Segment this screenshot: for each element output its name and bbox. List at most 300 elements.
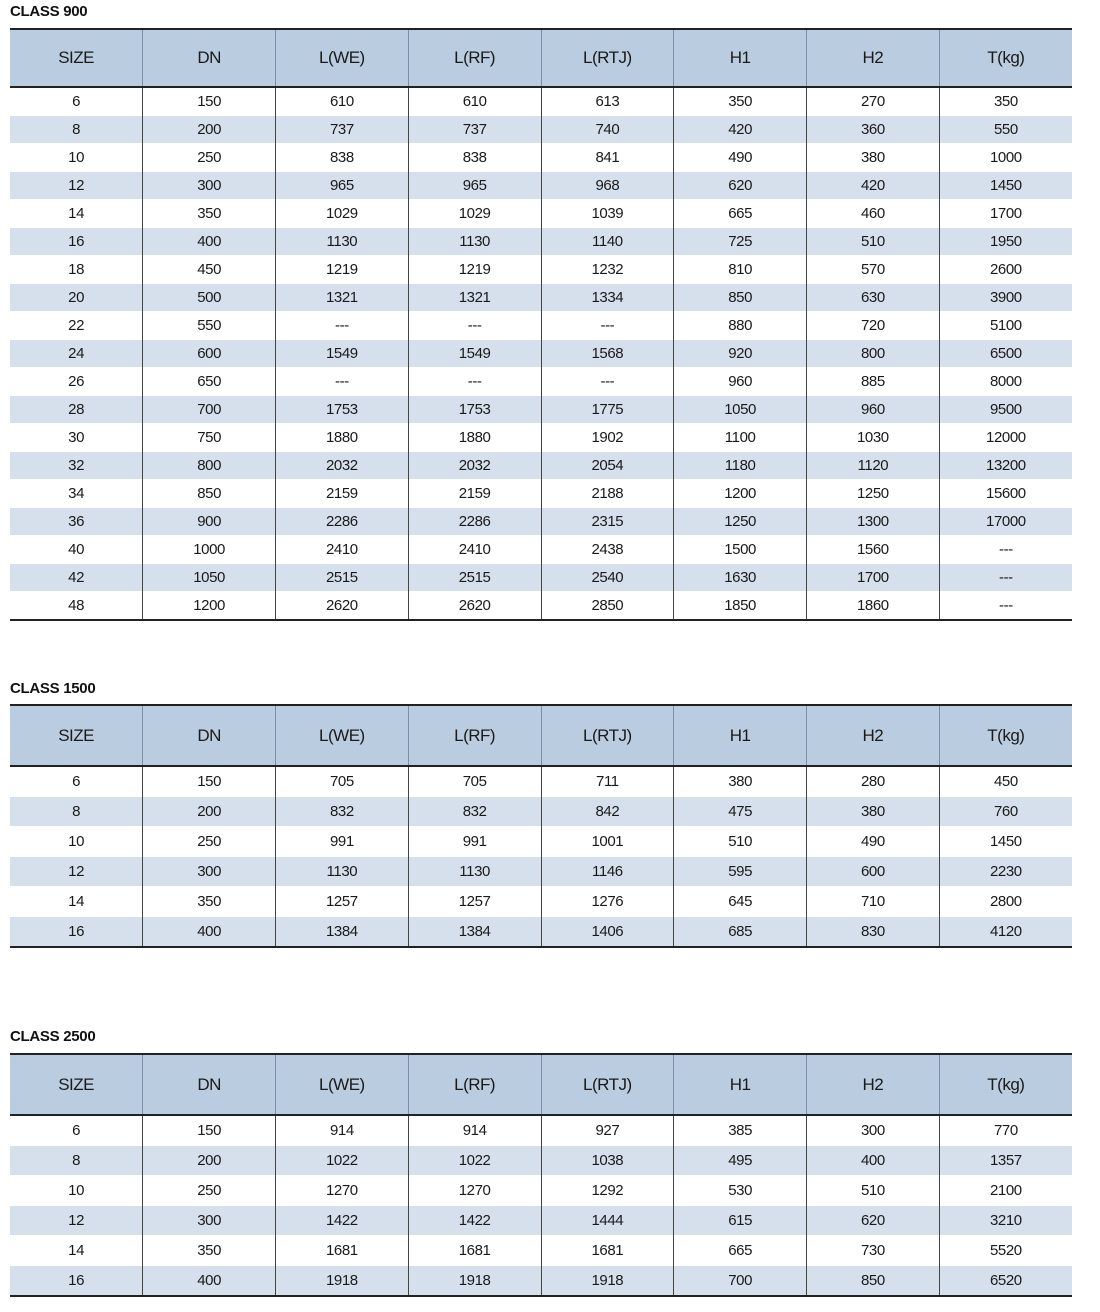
table-cell: 1681 bbox=[276, 1236, 409, 1266]
table-cell: 12 bbox=[68, 177, 85, 194]
table-cell: 760 bbox=[939, 797, 1072, 827]
table-cell: 1257 bbox=[276, 887, 409, 917]
table-cell: --- bbox=[939, 564, 1072, 592]
table-cell: 420 bbox=[674, 116, 807, 144]
table-cell: 420 bbox=[807, 172, 940, 200]
table-cell: 885 bbox=[807, 368, 940, 396]
table-cell: 1775 bbox=[541, 396, 674, 424]
table-cell: 1200 bbox=[143, 592, 276, 621]
table-row bbox=[10, 592, 1072, 621]
table-cell: 16 bbox=[68, 923, 85, 940]
table-cell: 14 bbox=[68, 1242, 85, 1259]
table-row bbox=[10, 368, 1072, 396]
class-2500-section bbox=[10, 1027, 1072, 1297]
column-header: SIZE bbox=[58, 48, 95, 67]
table-cell: 685 bbox=[674, 917, 807, 948]
table-cell: 914 bbox=[276, 1115, 409, 1146]
table-cell: 22 bbox=[68, 317, 85, 334]
table-row bbox=[10, 857, 1072, 887]
table-cell: 14 bbox=[68, 893, 85, 910]
table-cell: 610 bbox=[408, 87, 541, 116]
table-cell: 2850 bbox=[541, 592, 674, 621]
column-header: H2 bbox=[807, 705, 940, 766]
table-cell: 200 bbox=[143, 797, 276, 827]
table-cell: 490 bbox=[807, 827, 940, 857]
table-cell: 770 bbox=[939, 1115, 1072, 1146]
table-cell: 495 bbox=[674, 1146, 807, 1176]
table-cell: 600 bbox=[143, 340, 276, 368]
class-2500-table bbox=[10, 1053, 1072, 1297]
table-cell: 1422 bbox=[408, 1206, 541, 1236]
table-cell: 1146 bbox=[541, 857, 674, 887]
table-cell: 300 bbox=[143, 172, 276, 200]
table-cell: 385 bbox=[674, 1115, 807, 1146]
table-cell: 1549 bbox=[276, 340, 409, 368]
column-header: T(kg) bbox=[939, 29, 1072, 87]
column-header: SIZE bbox=[58, 725, 95, 745]
table-cell: 710 bbox=[807, 887, 940, 917]
table-cell: 2600 bbox=[939, 256, 1072, 284]
table-cell: 2438 bbox=[541, 536, 674, 564]
table-cell: 2540 bbox=[541, 564, 674, 592]
table-cell: 842 bbox=[541, 797, 674, 827]
table-cell: 700 bbox=[674, 1266, 807, 1297]
table-cell: 2100 bbox=[939, 1176, 1072, 1206]
table-cell: 800 bbox=[807, 340, 940, 368]
table-cell: 450 bbox=[143, 256, 276, 284]
table-cell: 600 bbox=[807, 857, 940, 887]
table-cell: 400 bbox=[143, 1266, 276, 1297]
table-cell: 613 bbox=[541, 87, 674, 116]
column-header: DN bbox=[143, 705, 276, 766]
table-cell: 550 bbox=[143, 312, 276, 340]
table-cell: 250 bbox=[143, 1176, 276, 1206]
table-cell: 24 bbox=[68, 345, 85, 362]
table-cell: 730 bbox=[807, 1236, 940, 1266]
table-row bbox=[10, 1115, 1072, 1146]
table-cell: 1630 bbox=[674, 564, 807, 592]
table-cell: 2230 bbox=[939, 857, 1072, 887]
table-cell: 1321 bbox=[276, 284, 409, 312]
table-cell: 1050 bbox=[674, 396, 807, 424]
table-cell: 8 bbox=[72, 1152, 81, 1169]
table-cell: 1000 bbox=[939, 144, 1072, 172]
table-cell: 750 bbox=[143, 424, 276, 452]
table-row bbox=[10, 827, 1072, 857]
table-cell: 17000 bbox=[939, 508, 1072, 536]
table-cell: 665 bbox=[674, 1236, 807, 1266]
table-cell: 4120 bbox=[939, 917, 1072, 948]
table-cell: 1880 bbox=[408, 424, 541, 452]
table-row bbox=[10, 452, 1072, 480]
table-cell: 737 bbox=[408, 116, 541, 144]
table-cell: 2188 bbox=[541, 480, 674, 508]
table-cell: 832 bbox=[408, 797, 541, 827]
table-cell: 350 bbox=[939, 87, 1072, 116]
table-cell: 475 bbox=[674, 797, 807, 827]
table-cell: 8 bbox=[72, 121, 81, 138]
table-cell: 450 bbox=[939, 766, 1072, 797]
table-cell: 16 bbox=[68, 1272, 85, 1289]
table-cell: 1422 bbox=[276, 1206, 409, 1236]
table-cell: 1560 bbox=[807, 536, 940, 564]
table-cell: 1918 bbox=[541, 1266, 674, 1297]
table-cell: 2054 bbox=[541, 452, 674, 480]
table-cell: 650 bbox=[143, 368, 276, 396]
class-900-title: CLASS 900 bbox=[10, 3, 88, 20]
table-cell: 380 bbox=[674, 766, 807, 797]
table-row bbox=[10, 1176, 1072, 1206]
table-cell: 1219 bbox=[276, 256, 409, 284]
table-row bbox=[10, 1146, 1072, 1176]
table-cell: 1000 bbox=[143, 536, 276, 564]
table-row bbox=[10, 340, 1072, 368]
table-cell: 5520 bbox=[939, 1236, 1072, 1266]
table-cell: 12 bbox=[68, 863, 85, 880]
table-cell: 270 bbox=[807, 87, 940, 116]
table-cell: 2159 bbox=[408, 480, 541, 508]
table-cell: 9500 bbox=[939, 396, 1072, 424]
table-cell: 1029 bbox=[276, 200, 409, 228]
table-cell: 1270 bbox=[408, 1176, 541, 1206]
table-cell: 380 bbox=[807, 797, 940, 827]
table-cell: 2410 bbox=[408, 536, 541, 564]
table-cell: 645 bbox=[674, 887, 807, 917]
table-cell: 2032 bbox=[276, 452, 409, 480]
table-cell: 150 bbox=[143, 1115, 276, 1146]
table-cell: 705 bbox=[408, 766, 541, 797]
table-cell: 40 bbox=[68, 541, 85, 558]
table-cell: 1918 bbox=[276, 1266, 409, 1297]
column-header: L(RF) bbox=[408, 1054, 541, 1115]
table-cell: 1232 bbox=[541, 256, 674, 284]
table-cell: 570 bbox=[807, 256, 940, 284]
table-cell: 8 bbox=[72, 803, 81, 820]
table-cell: 1918 bbox=[408, 1266, 541, 1297]
table-cell: 6 bbox=[72, 1122, 81, 1139]
table-cell: 1500 bbox=[674, 536, 807, 564]
table-cell: 510 bbox=[674, 827, 807, 857]
table-cell: 2515 bbox=[408, 564, 541, 592]
table-cell: 880 bbox=[674, 312, 807, 340]
table-cell: 10 bbox=[68, 833, 85, 850]
table-cell: 800 bbox=[143, 452, 276, 480]
table-row bbox=[10, 144, 1072, 172]
table-row bbox=[10, 396, 1072, 424]
table-cell: 30 bbox=[68, 429, 85, 446]
table-row bbox=[10, 564, 1072, 592]
column-header: H1 bbox=[674, 29, 807, 87]
table-row bbox=[10, 312, 1072, 340]
table-cell: 10 bbox=[68, 1182, 85, 1199]
table-cell: 380 bbox=[807, 144, 940, 172]
table-cell: 711 bbox=[541, 766, 674, 797]
table-row bbox=[10, 536, 1072, 564]
table-row bbox=[10, 1206, 1072, 1236]
table-cell: 350 bbox=[143, 887, 276, 917]
table-cell: 615 bbox=[674, 1206, 807, 1236]
table-cell: 1257 bbox=[408, 887, 541, 917]
table-cell: 620 bbox=[674, 172, 807, 200]
table-cell: 350 bbox=[143, 1236, 276, 1266]
header-row bbox=[10, 29, 1072, 87]
table-cell: 2159 bbox=[276, 480, 409, 508]
table-cell: 2410 bbox=[276, 536, 409, 564]
table-cell: 610 bbox=[276, 87, 409, 116]
table-cell: 920 bbox=[674, 340, 807, 368]
table-cell: 1444 bbox=[541, 1206, 674, 1236]
table-row bbox=[10, 480, 1072, 508]
table-cell: 1001 bbox=[541, 827, 674, 857]
table-row bbox=[10, 887, 1072, 917]
table-cell: 2286 bbox=[276, 508, 409, 536]
table-cell: 1120 bbox=[807, 452, 940, 480]
table-cell: --- bbox=[939, 592, 1072, 621]
table-cell: 10 bbox=[68, 149, 85, 166]
table-cell: 900 bbox=[143, 508, 276, 536]
table-cell: --- bbox=[408, 312, 541, 340]
table-cell: 18 bbox=[68, 261, 85, 278]
table-cell: 705 bbox=[276, 766, 409, 797]
table-cell: 20 bbox=[68, 289, 85, 306]
table-cell: --- bbox=[541, 368, 674, 396]
table-row bbox=[10, 1266, 1072, 1297]
table-cell: 927 bbox=[541, 1115, 674, 1146]
table-cell: 1950 bbox=[939, 228, 1072, 256]
table-cell: 1406 bbox=[541, 917, 674, 948]
table-cell: 1384 bbox=[276, 917, 409, 948]
table-cell: 550 bbox=[939, 116, 1072, 144]
table-cell: 26 bbox=[68, 373, 85, 390]
table-cell: 48 bbox=[68, 597, 85, 614]
table-cell: 2800 bbox=[939, 887, 1072, 917]
table-cell: 1130 bbox=[408, 857, 541, 887]
table-cell: 1568 bbox=[541, 340, 674, 368]
table-cell: 3900 bbox=[939, 284, 1072, 312]
table-cell: 1130 bbox=[276, 857, 409, 887]
table-cell: 850 bbox=[674, 284, 807, 312]
class-900-table bbox=[10, 28, 1072, 621]
table-cell: 850 bbox=[143, 480, 276, 508]
table-cell: 16 bbox=[68, 233, 85, 250]
table-cell: 1180 bbox=[674, 452, 807, 480]
table-cell: 510 bbox=[807, 228, 940, 256]
table-cell: 832 bbox=[276, 797, 409, 827]
column-header: L(RTJ) bbox=[541, 29, 674, 87]
table-cell: 620 bbox=[807, 1206, 940, 1236]
table-cell: 280 bbox=[807, 766, 940, 797]
table-cell: 991 bbox=[276, 827, 409, 857]
table-cell: 968 bbox=[541, 172, 674, 200]
table-cell: 250 bbox=[143, 827, 276, 857]
table-cell: 15600 bbox=[939, 480, 1072, 508]
column-header: L(RF) bbox=[408, 705, 541, 766]
table-cell: 200 bbox=[143, 116, 276, 144]
table-cell: 350 bbox=[143, 200, 276, 228]
table-cell: 400 bbox=[143, 228, 276, 256]
table-row bbox=[10, 200, 1072, 228]
table-cell: 400 bbox=[143, 917, 276, 948]
table-cell: 12000 bbox=[939, 424, 1072, 452]
table-cell: 914 bbox=[408, 1115, 541, 1146]
table-row bbox=[10, 917, 1072, 948]
table-cell: 737 bbox=[276, 116, 409, 144]
table-cell: 490 bbox=[674, 144, 807, 172]
column-header: L(WE) bbox=[276, 705, 409, 766]
table-cell: 1357 bbox=[939, 1146, 1072, 1176]
table-cell: 14 bbox=[68, 205, 85, 222]
table-cell: 6 bbox=[72, 93, 81, 110]
table-cell: 6500 bbox=[939, 340, 1072, 368]
column-header: L(RF) bbox=[408, 29, 541, 87]
column-header: H1 bbox=[674, 705, 807, 766]
column-header: H2 bbox=[807, 1054, 940, 1115]
table-cell: 838 bbox=[276, 144, 409, 172]
table-cell: 965 bbox=[276, 172, 409, 200]
table-cell: 1681 bbox=[408, 1236, 541, 1266]
table-cell: 460 bbox=[807, 200, 940, 228]
table-cell: 300 bbox=[807, 1115, 940, 1146]
table-cell: 830 bbox=[807, 917, 940, 948]
table-cell: 1276 bbox=[541, 887, 674, 917]
table-cell: 1250 bbox=[674, 508, 807, 536]
column-header: H2 bbox=[807, 29, 940, 87]
table-row bbox=[10, 116, 1072, 144]
table-cell: 1334 bbox=[541, 284, 674, 312]
table-cell: 8000 bbox=[939, 368, 1072, 396]
table-cell: 12 bbox=[68, 1212, 85, 1229]
table-cell: 1681 bbox=[541, 1236, 674, 1266]
table-cell: 1902 bbox=[541, 424, 674, 452]
table-cell: 150 bbox=[143, 766, 276, 797]
table-cell: 1860 bbox=[807, 592, 940, 621]
class-900-section bbox=[10, 2, 1072, 621]
table-cell: 1700 bbox=[939, 200, 1072, 228]
table-cell: 1270 bbox=[276, 1176, 409, 1206]
table-cell: 2620 bbox=[276, 592, 409, 621]
table-row bbox=[10, 172, 1072, 200]
table-cell: 740 bbox=[541, 116, 674, 144]
table-cell: 3210 bbox=[939, 1206, 1072, 1236]
table-cell: 34 bbox=[68, 485, 85, 502]
table-cell: 300 bbox=[143, 857, 276, 887]
table-cell: 1022 bbox=[276, 1146, 409, 1176]
table-cell: 150 bbox=[143, 87, 276, 116]
table-cell: 991 bbox=[408, 827, 541, 857]
column-header: T(kg) bbox=[939, 1054, 1072, 1115]
table-cell: 1140 bbox=[541, 228, 674, 256]
column-header: DN bbox=[143, 29, 276, 87]
table-cell: 665 bbox=[674, 200, 807, 228]
table-cell: 42 bbox=[68, 569, 85, 586]
table-cell: 725 bbox=[674, 228, 807, 256]
table-cell: 1130 bbox=[408, 228, 541, 256]
table-cell: 1700 bbox=[807, 564, 940, 592]
table-row bbox=[10, 256, 1072, 284]
header-row bbox=[10, 705, 1072, 766]
table-cell: 1219 bbox=[408, 256, 541, 284]
table-cell: 350 bbox=[674, 87, 807, 116]
table-cell: 1753 bbox=[276, 396, 409, 424]
table-row bbox=[10, 284, 1072, 312]
table-cell: 850 bbox=[807, 1266, 940, 1297]
table-cell: 1029 bbox=[408, 200, 541, 228]
column-header: L(WE) bbox=[276, 29, 409, 87]
table-cell: --- bbox=[408, 368, 541, 396]
column-header: SIZE bbox=[58, 1074, 95, 1094]
table-cell: --- bbox=[541, 312, 674, 340]
table-cell: 1050 bbox=[143, 564, 276, 592]
class-1500-title: CLASS 1500 bbox=[10, 680, 96, 697]
column-header: L(WE) bbox=[276, 1054, 409, 1115]
table-cell: 1030 bbox=[807, 424, 940, 452]
table-cell: 960 bbox=[674, 368, 807, 396]
column-header: T(kg) bbox=[939, 705, 1072, 766]
table-cell: --- bbox=[276, 368, 409, 396]
table-cell: 965 bbox=[408, 172, 541, 200]
table-cell: 630 bbox=[807, 284, 940, 312]
column-header: L(RTJ) bbox=[541, 1054, 674, 1115]
table-cell: --- bbox=[939, 536, 1072, 564]
table-cell: 2032 bbox=[408, 452, 541, 480]
table-cell: 1038 bbox=[541, 1146, 674, 1176]
table-cell: 28 bbox=[68, 401, 85, 418]
table-cell: 32 bbox=[68, 457, 85, 474]
table-cell: 500 bbox=[143, 284, 276, 312]
table-cell: 700 bbox=[143, 396, 276, 424]
table-cell: 36 bbox=[68, 513, 85, 530]
table-cell: 400 bbox=[807, 1146, 940, 1176]
table-cell: 1321 bbox=[408, 284, 541, 312]
table-cell: --- bbox=[276, 312, 409, 340]
table-cell: 2286 bbox=[408, 508, 541, 536]
table-cell: 1450 bbox=[939, 827, 1072, 857]
table-cell: 1549 bbox=[408, 340, 541, 368]
table-cell: 1200 bbox=[674, 480, 807, 508]
table-cell: 1292 bbox=[541, 1176, 674, 1206]
table-cell: 1022 bbox=[408, 1146, 541, 1176]
table-cell: 530 bbox=[674, 1176, 807, 1206]
column-header: L(RTJ) bbox=[541, 705, 674, 766]
table-cell: 360 bbox=[807, 116, 940, 144]
header-row bbox=[10, 1054, 1072, 1115]
table-cell: 6520 bbox=[939, 1266, 1072, 1297]
table-cell: 13200 bbox=[939, 452, 1072, 480]
table-row bbox=[10, 797, 1072, 827]
table-cell: 1300 bbox=[807, 508, 940, 536]
table-cell: 2515 bbox=[276, 564, 409, 592]
class-1500-table bbox=[10, 704, 1072, 948]
table-cell: 1100 bbox=[674, 424, 807, 452]
table-row bbox=[10, 87, 1072, 116]
table-cell: 1850 bbox=[674, 592, 807, 621]
table-cell: 510 bbox=[807, 1176, 940, 1206]
table-cell: 1384 bbox=[408, 917, 541, 948]
table-cell: 300 bbox=[143, 1206, 276, 1236]
table-cell: 1130 bbox=[276, 228, 409, 256]
table-cell: 1039 bbox=[541, 200, 674, 228]
column-header: H1 bbox=[674, 1054, 807, 1115]
table-cell: 6 bbox=[72, 773, 81, 790]
table-cell: 595 bbox=[674, 857, 807, 887]
table-cell: 838 bbox=[408, 144, 541, 172]
table-row bbox=[10, 228, 1072, 256]
table-cell: 720 bbox=[807, 312, 940, 340]
table-row bbox=[10, 424, 1072, 452]
table-cell: 2315 bbox=[541, 508, 674, 536]
table-row bbox=[10, 508, 1072, 536]
table-row bbox=[10, 1236, 1072, 1266]
